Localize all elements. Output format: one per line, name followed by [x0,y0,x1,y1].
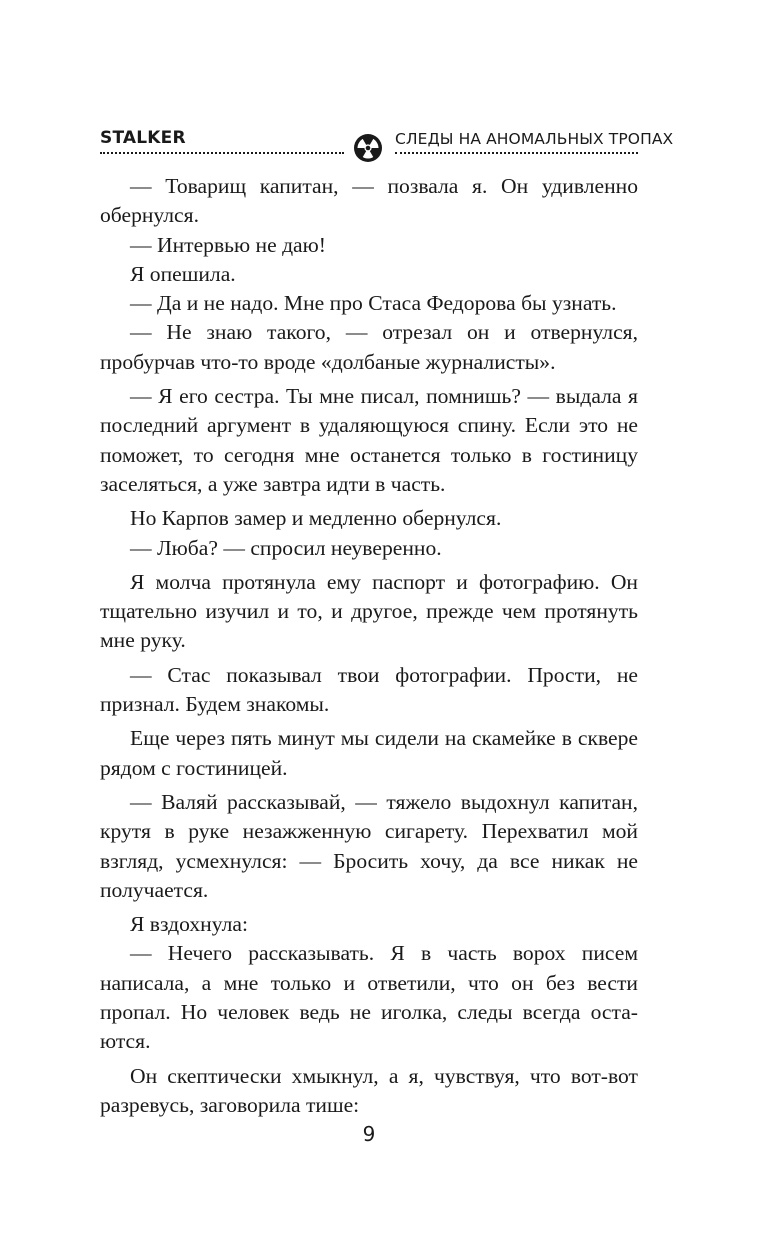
paragraph: — Товарищ капитан, — позвала я. Он удивленно обернулся. [100,174,638,228]
paragraph: Я вздохнула: [130,912,248,937]
header-dotted-rule-left [100,152,344,154]
paragraph: Я молча протянула ему паспорт и фотографию. Он тщательно изучил и то, и другое, прежде чем протянуть мне руку. [100,569,638,653]
paragraph: Он скептически хмыкнул, а я, чувствуя, что вот-вот разревусь, заговорила тише: [100,1063,638,1117]
radiation-hazard-icon [353,133,383,163]
paragraph: — Интервью не даю! [130,232,326,257]
paragraph: — Да и не надо. Мне про Стаса Федорова бы узнать. [130,291,617,316]
paragraph: — Нечего рассказывать. Я в часть ворох писем написала, а мне только и ответили, что он без вести пропал. Но человек ведь не иголка, следы всегда остаются. [100,941,638,1054]
paragraph: Но Карпов замер и медленно обернулся. [130,506,502,531]
series-name: STALKER [100,128,186,148]
running-header [100,128,674,162]
paragraph: — Я его сестра. Ты мне писал, помнишь? — выдала я последний аргумент в удаляющуюся спину. Если это не поможет, то сегодня мне останется только в гостиницу заселяться, а уже завтра идти в часть. [100,384,638,496]
page-number: 9 [362,1122,376,1146]
paragraph: — Стас показывал твои фотографии. Прости, не признал. Будем знакомы. [100,662,638,717]
body-text [100,172,638,1120]
book-title: СЛЕДЫ НА АНОМАЛЬНЫХ ТРОПАХ [395,130,674,148]
paragraph: — Валяй рассказывай, — тяжело выдохнул капитан, крутя в руке незажженную сигарету. Перехватил мой взгляд, усмехнулся: — Бросить хочу, да все никак не получается. [100,789,638,902]
paragraph: Я опешила. [130,261,236,286]
paragraph: — Люба? — спросил неуверенно. [130,535,442,560]
paragraph: — Не знаю такого, — отрезал он и отвернулся, пробурчав что-то вроде «долбаные журналисты». [100,320,638,374]
header-dotted-rule-right [395,152,638,154]
paragraph: Еще через пять минут мы сидели на скамейке в сквере рядом с гостиницей. [100,726,638,780]
